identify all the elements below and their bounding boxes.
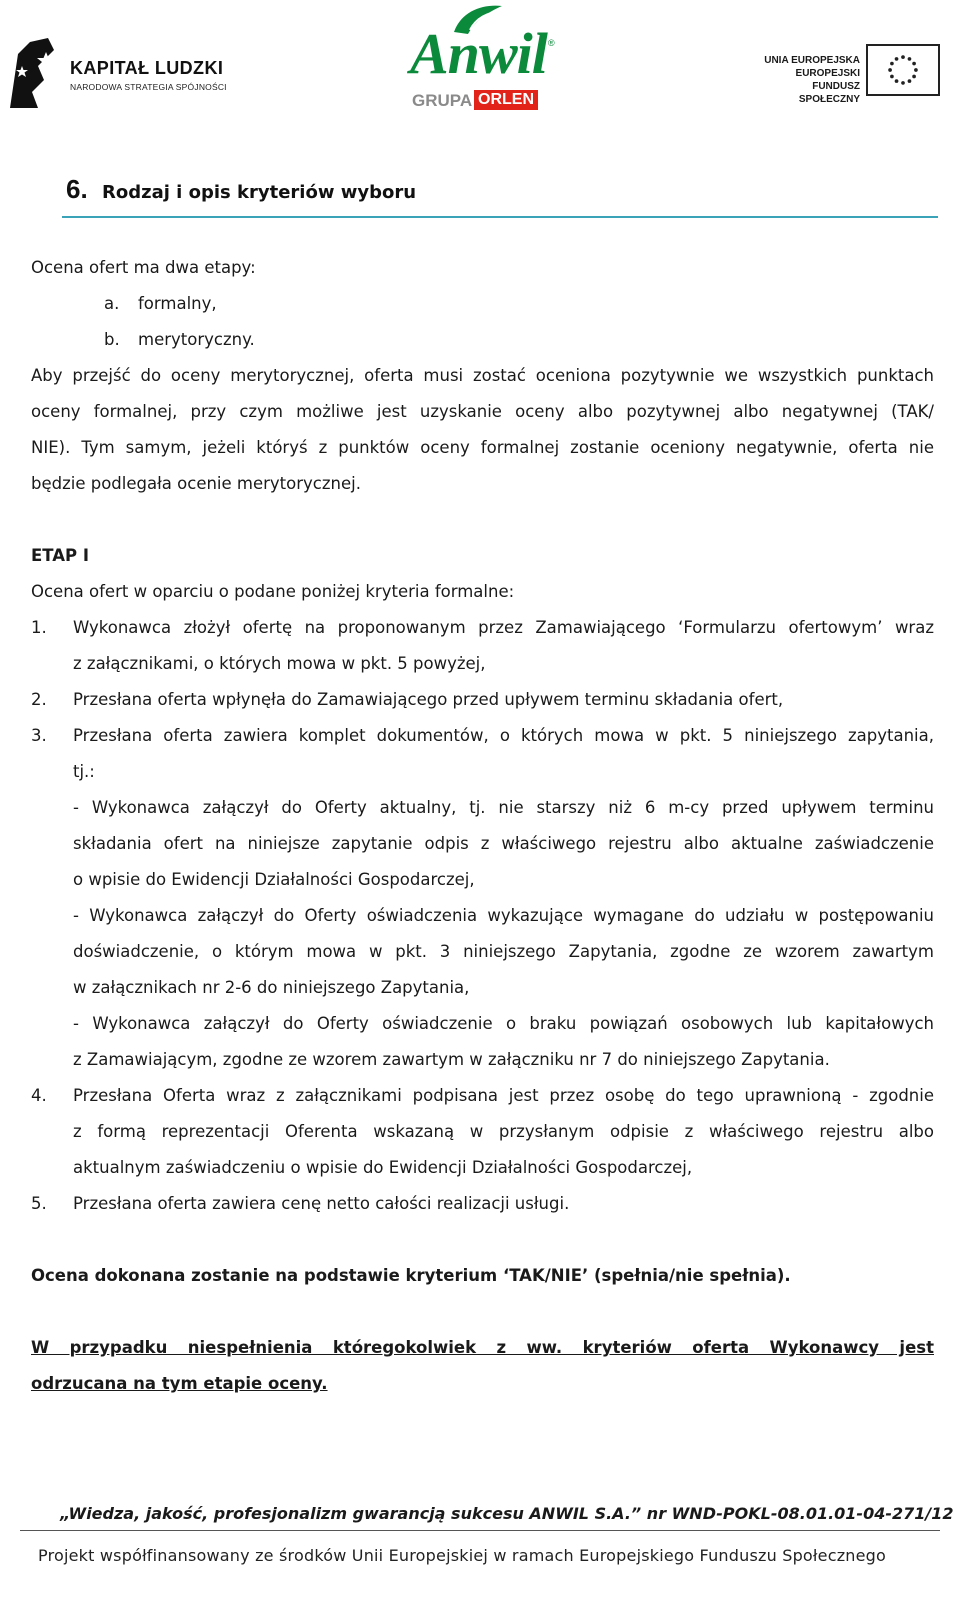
etap-title: ETAP I: [31, 546, 89, 565]
intro-line: Ocena ofert ma dwa etapy:: [31, 258, 256, 277]
etap-lead: Ocena ofert w oparciu o podane poniżej kryteria formalne:: [31, 582, 515, 601]
criterion-line: z załącznikami, o których mowa w pkt. 5 powyżej,: [73, 654, 486, 673]
criterion-line: Wykonawca złożył ofertę na proponowanym przez Zamawiającego ‘Formularzu ofertowym’ wraz: [73, 618, 934, 637]
criterion-subline: - Wykonawca załączył do Oferty aktualny, tj. nie starszy niż 6 m-cy przed upływem terminu: [73, 798, 934, 817]
stage-b-marker: b.: [104, 330, 120, 349]
criterion-number: 5.: [31, 1194, 47, 1213]
criterion-number: 4.: [31, 1086, 47, 1105]
criterion-number: 2.: [31, 690, 47, 709]
kapital-ludzki-title: KAPITAŁ LUDZKI: [70, 58, 224, 78]
criterion-line: Przesłana oferta zawiera komplet dokumentów, o których mowa w pkt. 5 niniejszego zapytania,: [73, 726, 934, 745]
criterion-line: tj.:: [73, 762, 95, 781]
project-motto: „Wiedza, jakość, profesjonalizm gwarancją sukcesu ANWIL S.A.” nr WND-POKL-08.01.01-04-271/12: [60, 1504, 954, 1523]
criterion-number: 3.: [31, 726, 47, 745]
criterion-line: Przesłana oferta zawiera cenę netto całości realizacji usługi.: [73, 1194, 570, 1213]
ue-line-3: FUNDUSZ SPOŁECZNY: [798, 81, 860, 105]
criterion-line: Przesłana oferta wpłynęła do Zamawiającego przed upływem terminu składania ofert,: [73, 690, 784, 709]
kapital-ludzki-emblem: [8, 36, 68, 112]
paragraph-line: oceny formalnej, przy czym możliwe jest uzyskanie oceny albo pozytywnej albo negatywnej (TAK/: [31, 402, 934, 421]
stage-a: formalny,: [138, 294, 217, 313]
section-title: Rodzaj i opis kryteriów wyboru: [102, 182, 417, 203]
ue-label: [760, 54, 860, 106]
rejection-note-line: odrzucana na tym etapie oceny.: [31, 1374, 328, 1393]
footer-divider: [20, 1530, 940, 1531]
criterion-number: 1.: [31, 618, 47, 637]
grupa-label: GRUPA: [412, 91, 473, 110]
criterion-subline: o wpisie do Ewidencji Działalności Gospodarczej,: [73, 870, 475, 889]
section-number: 6.: [66, 174, 88, 204]
criterion-subline: z Zamawiającym, zgodne ze wzorem zawartym w załączniku nr 7 do niniejszego Zapytania.: [73, 1050, 830, 1069]
eu-flag-icon: [866, 44, 940, 96]
criterion-subline: - Wykonawca załączył do Oferty oświadczenia wykazujące wymagane do udziału w postępowaniu: [73, 906, 934, 925]
stage-a-marker: a.: [104, 294, 120, 313]
criterion-line: aktualnym zaświadczeniu o wpisie do Ewidencji Działalności Gospodarczej,: [73, 1158, 693, 1177]
criterion-subline: w załącznikach nr 2-6 do niniejszego Zapytania,: [73, 978, 470, 997]
criterion-subline: - Wykonawca załączył do Oferty oświadczenie o braku powiązań osobowych lub kapitałowych: [73, 1014, 934, 1033]
registered-mark: ®: [548, 38, 555, 48]
criterion-line: Przesłana Oferta wraz z załącznikami podpisana jest przez osobę do tego uprawnioną - zgodnie: [73, 1086, 934, 1105]
criterion-subline: składania ofert na niniejsze zapytanie odpis z właściwego rejestru albo aktualne zaświadczenie: [73, 834, 934, 853]
anwil-logo-text: Anwil: [410, 21, 547, 86]
evaluation-note: Ocena dokonana zostanie na podstawie kryterium ‘TAK/NIE’ (spełnia/nie spełnia).: [31, 1266, 791, 1285]
ue-line-1: UNIA EUROPEJSKA: [764, 55, 860, 66]
criterion-line: z formą reprezentacji Oferenta wskazaną w przysłanym odpisie z właściwego rejestru albo: [73, 1122, 934, 1141]
rejection-note-line: W przypadku niespełnienia któregokolwiek z ww. kryteriów oferta Wykonawcy jest: [31, 1338, 934, 1357]
criterion-subline: doświadczenie, o którym mowa w pkt. 3 niniejszego Zapytania, zgodne ze wzorem zawartym: [73, 942, 934, 961]
kapital-ludzki-subtitle: NARODOWA STRATEGIA SPÓJNOŚCI: [70, 82, 227, 92]
paragraph-line: NIE). Tym samym, jeżeli któryś z punktów oceny formalnej zostanie oceniony negatywnie, oferta nie: [31, 438, 934, 457]
stage-b: merytoryczny.: [138, 330, 255, 349]
orlen-label: ORLEN: [474, 90, 538, 110]
ue-line-2: EUROPEJSKI: [795, 68, 860, 79]
funding-note: Projekt współfinansowany ze środków Unii Europejskiej w ramach Europejskiego Funduszu Społecznego: [38, 1546, 887, 1565]
paragraph-line: będzie podlegała ocenie merytorycznej.: [31, 474, 361, 493]
paragraph-line: Aby przejść do oceny merytorycznej, oferta musi zostać oceniona pozytywnie we wszystkich punktach: [31, 366, 934, 385]
section-divider: [62, 216, 938, 218]
